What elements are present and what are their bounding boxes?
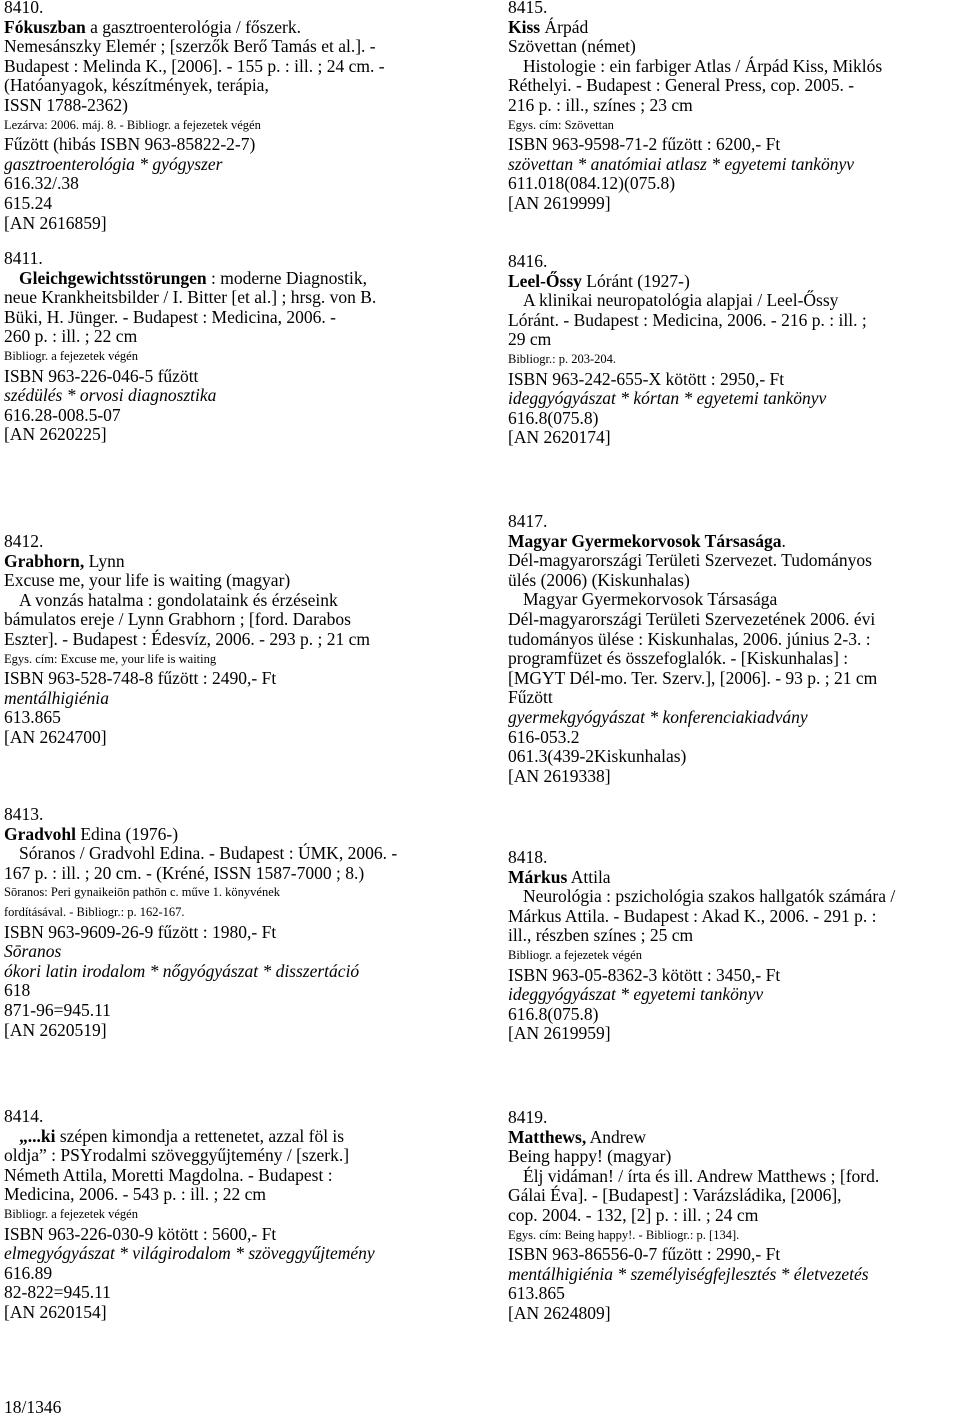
entry-line <box>508 1147 879 1167</box>
entry-line <box>508 428 867 448</box>
line-text: Egys. cím: Being happy!. - Bibliogr.: p. [134]. <box>508 1227 740 1242</box>
entry-line <box>508 1206 879 1226</box>
line-text: 216 p. : ill., színes ; 23 cm <box>508 94 693 115</box>
line-text: 29 cm <box>508 329 552 350</box>
line-text: Sōranos: Peri gynaikeiōn pathōn c. műve 1. könyvének <box>4 885 280 900</box>
line-text: [AN 2624809] <box>508 1302 611 1323</box>
entry-line <box>4 669 370 689</box>
line-text: tudományos ülése : Kiskunhalas, 2006. június 2-3. : <box>508 628 871 649</box>
entry-line <box>4 76 385 96</box>
entry-line <box>508 966 895 986</box>
entry-line <box>508 1304 879 1324</box>
heading-text: Gradvohl <box>4 823 76 844</box>
entry-line <box>4 406 376 426</box>
entry-line <box>4 1225 375 1245</box>
entry-number: 8412. <box>4 531 44 551</box>
entry-line <box>4 96 385 116</box>
entry-line <box>508 409 867 429</box>
entry-line <box>4 214 385 234</box>
entry-line <box>508 946 895 966</box>
line-text: 616.8(075.8) <box>508 1003 599 1024</box>
entry-line <box>4 844 397 864</box>
entry-8412 <box>4 532 370 748</box>
entry-8418 <box>508 848 895 1044</box>
line-text: ülés (2006) (Kiskunhalas) <box>508 569 690 590</box>
line-text: oldja” : PSYrodalmi szöveggyűjtemény / [szerk.] <box>4 1145 350 1166</box>
entry-line <box>4 1001 397 1021</box>
line-text: Attila <box>567 866 611 887</box>
line-text: 616.89 <box>4 1262 53 1283</box>
entry-line <box>4 942 397 962</box>
entry-line <box>4 825 397 845</box>
entry-line <box>508 37 882 57</box>
entry-line <box>508 116 882 136</box>
entry-line <box>508 1167 879 1187</box>
line-text: ISBN 963-226-030-9 kötött : 5600,- Ft <box>4 1223 277 1244</box>
line-text: [AN 2616859] <box>4 212 107 233</box>
line-text: Edina (1976-) <box>75 823 179 844</box>
line-text: Andrew <box>586 1126 647 1147</box>
page-number: 18/1346 <box>4 1397 62 1417</box>
entry-8411 <box>4 249 376 445</box>
entry-line <box>508 1186 879 1206</box>
entry-line <box>508 291 867 311</box>
line-text: Gálai Éva]. - [Budapest] : Varázsládika, [2006], <box>508 1185 842 1206</box>
line-text: : moderne Diagnostik, <box>206 267 368 288</box>
entry-line <box>508 76 882 96</box>
entry-line <box>4 347 376 367</box>
line-text: a gasztroenterológia / főszerk. <box>85 16 301 37</box>
line-text: szédülés * orvosi diagnosztika <box>4 385 217 406</box>
entry-line <box>508 1128 879 1148</box>
entry-line <box>4 1127 375 1147</box>
line-text: Eszter]. - Budapest : Édesvíz, 2006. - 293 p. ; 21 cm <box>4 628 370 649</box>
line-text: ISBN 963-226-046-5 fűzött <box>4 365 199 386</box>
entry-line <box>4 591 370 611</box>
entry-number: 8415. <box>508 0 548 17</box>
heading-text: „... <box>19 1125 41 1146</box>
entry-line <box>508 868 895 888</box>
entry-line <box>508 272 867 292</box>
entry-line <box>4 367 376 387</box>
line-text: . <box>781 530 786 551</box>
line-text: szövettan * anatómiai atlasz * egyetemi tankönyv <box>508 153 855 174</box>
line-text: neue Krankheitsbilder / I. Bitter [et al.] ; hrsg. von B. <box>4 287 377 308</box>
entry-number: 8413. <box>4 804 44 824</box>
entry-number: 8416. <box>508 251 548 271</box>
entry-line <box>508 311 867 331</box>
line-text: ideggyógyászat * kórtan * egyetemi tankönyv <box>508 388 827 409</box>
line-text: Excuse me, your life is waiting (magyar) <box>4 570 291 591</box>
line-text: 82-822=945.11 <box>4 1282 111 1303</box>
entry-line <box>4 425 376 445</box>
line-text: [AN 2619959] <box>508 1023 611 1044</box>
line-text: Neurológia : pszichológia szakos hallgatók számára / <box>523 886 896 907</box>
line-text: Egys. cím: Excuse me, your life is waiting <box>4 651 217 666</box>
line-text: szépen kimondja a rettenetet, azzal föl is <box>55 1125 345 1146</box>
entry-line <box>508 174 882 194</box>
line-text: Márkus Attila. - Budapest : Akad K., 2006. - 291 p. : <box>508 905 877 926</box>
entry-line <box>4 1146 375 1166</box>
line-text: ISBN 963-86556-0-7 fűzött : 2990,- Ft <box>508 1244 781 1265</box>
entry-line <box>508 669 877 689</box>
entry-line <box>4 37 385 57</box>
line-text: [MGYT Dél-mo. Ter. Szerv.], [2006]. - 93 p. ; 21 cm <box>508 667 878 688</box>
entry-line <box>508 728 877 748</box>
line-text: cop. 2004. - 132, [2] p. : ill. ; 24 cm <box>508 1204 759 1225</box>
entry-line <box>4 116 385 136</box>
line-text: Sóranos / Gradvohl Edina. - Budapest : ÚMK, 2006. - <box>19 843 398 864</box>
entry-line <box>4 1166 375 1186</box>
line-text: 061.3(439-2Kiskunhalas) <box>508 746 687 767</box>
entry-line <box>4 155 385 175</box>
entry-line <box>508 1005 895 1025</box>
entry-line <box>508 1245 879 1265</box>
entry-line <box>4 571 370 591</box>
line-text: 611.018(084.12)(075.8) <box>508 173 676 194</box>
heading-text: Fókuszban <box>4 16 86 37</box>
entry-line <box>508 985 895 1005</box>
entry-line <box>4 57 385 77</box>
entry-line <box>4 728 370 748</box>
line-text: 616.8(075.8) <box>508 407 599 428</box>
entry-number: 8418. <box>508 847 548 867</box>
heading-text: Márkus <box>508 866 568 887</box>
line-text: ISBN 963-528-748-8 fűzött : 2490,- Ft <box>4 668 277 689</box>
entry-line <box>4 1021 397 1041</box>
line-text: ill., részben színes ; 25 cm <box>508 925 694 946</box>
entry-line <box>4 1205 375 1225</box>
heading-text: Kiss <box>508 16 541 37</box>
line-text: Nemesánszky Elemér ; [szerzők Berő Tamás et al.]. - <box>4 36 376 57</box>
entry-line <box>4 1185 375 1205</box>
line-text: [AN 2620225] <box>4 424 107 445</box>
entry-line <box>4 552 370 572</box>
line-text: Lóránt (1927-) <box>581 270 690 291</box>
line-text: [AN 2624700] <box>4 726 107 747</box>
entry-line <box>4 194 385 214</box>
entry-line <box>508 330 867 350</box>
entry-line <box>4 1303 375 1323</box>
entry-line <box>508 1226 879 1246</box>
entry-line <box>508 1284 879 1304</box>
entry-line <box>508 194 882 214</box>
heading-text: Gleichgewichtsstörungen <box>19 267 207 288</box>
line-text: Büki, H. Jünger. - Budapest : Medicina, 2006. - <box>4 306 336 327</box>
line-text: Árpád <box>540 16 589 37</box>
line-text: 613.865 <box>508 1283 565 1304</box>
entry-line <box>508 1024 895 1044</box>
entry-line <box>4 610 370 630</box>
entry-line <box>4 689 370 709</box>
entry-line <box>4 135 385 155</box>
line-text: ISSN 1788-2362) <box>4 94 128 115</box>
entry-line <box>508 907 895 927</box>
entry-line <box>4 288 376 308</box>
entry-line <box>508 610 877 630</box>
line-text: ideggyógyászat * egyetemi tankönyv <box>508 984 764 1005</box>
entry-line <box>4 269 376 289</box>
entry-line <box>4 1264 375 1284</box>
line-text: 613.865 <box>4 707 61 728</box>
entry-line <box>508 389 867 409</box>
entry-number: 8411. <box>4 248 43 268</box>
line-text: Réthelyi. - Budapest : General Press, cop. 2005. - <box>508 75 855 96</box>
entry-number: 8410. <box>4 0 44 17</box>
line-text: mentálhigiénia <box>4 687 109 708</box>
entry-line <box>508 1265 879 1285</box>
entry-line <box>508 532 877 552</box>
line-text: [AN 2619338] <box>508 765 611 786</box>
line-text: Lóránt. - Budapest : Medicina, 2006. - 216 p. : ill. ; <box>508 309 867 330</box>
line-text: Magyar Gyermekorvosok Társasága <box>523 589 778 610</box>
entry-line <box>508 688 877 708</box>
heading-text: ki <box>40 1125 56 1146</box>
line-text: Szövettan (német) <box>508 36 636 57</box>
line-text: ISBN 963-05-8362-3 kötött : 3450,- Ft <box>508 964 781 985</box>
line-text: mentálhigiénia * személyiségfejlesztés * életvezetés <box>508 1263 869 1284</box>
entry-line <box>508 57 882 77</box>
line-text: Élj vidáman! / írta és ill. Andrew Matthews ; [ford. <box>523 1165 880 1186</box>
entry-line <box>4 1244 375 1264</box>
entry-number: 8417. <box>508 511 548 531</box>
line-text: 615.24 <box>4 192 53 213</box>
entry-line <box>508 708 877 728</box>
line-text: Lynn <box>84 550 125 571</box>
entry-line <box>4 903 397 923</box>
entry-8414 <box>4 1107 375 1323</box>
entry-line <box>4 327 376 347</box>
entry-line <box>4 864 397 884</box>
line-text: Bibliogr. a fejezetek végén <box>4 1206 138 1221</box>
line-text: Medicina, 2006. - 543 p. : ill. ; 22 cm <box>4 1184 266 1205</box>
line-text: elmegyógyászat * világirodalom * szöveggyűjtemény <box>4 1243 375 1264</box>
line-text: 260 p. : ill. ; 22 cm <box>4 326 138 347</box>
line-text: ISBN 963-9598-71-2 fűzött : 6200,- Ft <box>508 134 781 155</box>
line-text: Dél-magyarországi Területi Szervezet. Tudományos <box>508 550 872 571</box>
entry-line <box>4 981 397 1001</box>
line-text: Lezárva: 2006. máj. 8. - Bibliogr. a fejezetek végén <box>4 117 261 132</box>
entry-line <box>508 18 882 38</box>
line-text: Sōranos <box>4 941 62 962</box>
entry-line <box>4 883 397 903</box>
line-text: Fűzött (hibás ISBN 963-85822-2-7) <box>4 134 256 155</box>
entry-line <box>508 887 895 907</box>
line-text: 618 <box>4 980 31 1001</box>
entry-line <box>508 96 882 116</box>
line-text: bámulatos ereje / Lynn Grabhorn ; [ford. Darabos <box>4 609 351 630</box>
line-text: [AN 2620174] <box>508 427 611 448</box>
entry-8417 <box>508 512 877 786</box>
entry-line <box>508 747 877 767</box>
entry-8415 <box>508 0 882 214</box>
entry-number: 8419. <box>508 1107 548 1127</box>
entry-line <box>508 135 882 155</box>
line-text: gasztroenterológia * gyógyszer <box>4 153 223 174</box>
heading-text: Magyar Gyermekorvosok Társasága <box>508 530 782 551</box>
entry-line <box>508 630 877 650</box>
line-text: 616.32/.38 <box>4 173 79 194</box>
line-text: [AN 2620519] <box>4 1019 107 1040</box>
line-text: ISBN 963-242-655-X kötött : 2950,- Ft <box>508 368 785 389</box>
entry-line <box>508 649 877 669</box>
line-text: 616.28-008.5-07 <box>4 404 121 425</box>
line-text: programfüzet és összefoglalók. - [Kiskunhalas] : <box>508 648 849 669</box>
entry-line <box>508 155 882 175</box>
line-text: Budapest : Melinda K., [2006]. - 155 p. : ill. ; 24 cm. - <box>4 55 385 76</box>
line-text: ISBN 963-9609-26-9 fűzött : 1980,- Ft <box>4 921 277 942</box>
entry-line <box>508 571 877 591</box>
line-text: [AN 2620154] <box>4 1301 107 1322</box>
line-text: Egys. cím: Szövettan <box>508 117 614 132</box>
entry-8413 <box>4 805 397 1040</box>
heading-text: Matthews, <box>508 1126 587 1147</box>
entry-line <box>508 350 867 370</box>
heading-text: Leel-Őssy <box>508 270 582 291</box>
line-text: Bibliogr.: p. 203-204. <box>508 351 616 366</box>
entry-line <box>4 18 385 38</box>
line-text: Histologie : ein farbiger Atlas / Árpád Kiss, Miklós <box>523 55 883 76</box>
line-text: Németh Attila, Moretti Magdolna. - Budapest : <box>4 1164 333 1185</box>
line-text: 616-053.2 <box>508 726 580 747</box>
entry-line <box>4 308 376 328</box>
entry-line <box>4 650 370 670</box>
line-text: Dél-magyarországi Területi Szervezetének 2006. évi <box>508 608 876 629</box>
line-text: [AN 2619999] <box>508 192 611 213</box>
heading-text: Grabhorn, <box>4 550 85 571</box>
entry-line <box>508 767 877 787</box>
entry-line <box>508 370 867 390</box>
line-text: (Hatóanyagok, készítmények, terápia, <box>4 75 269 96</box>
entry-8416 <box>508 252 867 448</box>
entry-8410 <box>4 0 385 233</box>
line-text: Bibliogr. a fejezetek végén <box>4 348 138 363</box>
line-text: 871-96=945.11 <box>4 999 111 1020</box>
line-text: 167 p. : ill. ; 20 cm. - (Kréné, ISSN 1587-7000 ; 8.) <box>4 862 365 883</box>
entry-line <box>4 923 397 943</box>
entry-line <box>508 926 895 946</box>
line-text: Bibliogr. a fejezetek végén <box>508 947 642 962</box>
entry-line <box>508 551 877 571</box>
entry-line <box>4 962 397 982</box>
entry-line <box>4 1283 375 1303</box>
entry-line <box>4 708 370 728</box>
entry-line <box>4 630 370 650</box>
line-text: Fűzött <box>508 687 553 708</box>
entry-line <box>508 590 877 610</box>
line-text: A klinikai neuropatológia alapjai / Leel-Őssy <box>523 290 839 311</box>
line-text: ókori latin irodalom * nőgyógyászat * disszertáció <box>4 960 360 981</box>
line-text: Being happy! (magyar) <box>508 1146 672 1167</box>
line-text: A vonzás hatalma : gondolataink és érzéseink <box>19 589 338 610</box>
entry-number: 8414. <box>4 1106 44 1126</box>
line-text: fordításával. - Bibliogr.: p. 162-167. <box>4 904 185 919</box>
entry-line <box>4 174 385 194</box>
line-text: gyermekgyógyászat * konferenciakiadvány <box>508 706 808 727</box>
entry-8419 <box>508 1108 879 1324</box>
entry-line <box>4 386 376 406</box>
